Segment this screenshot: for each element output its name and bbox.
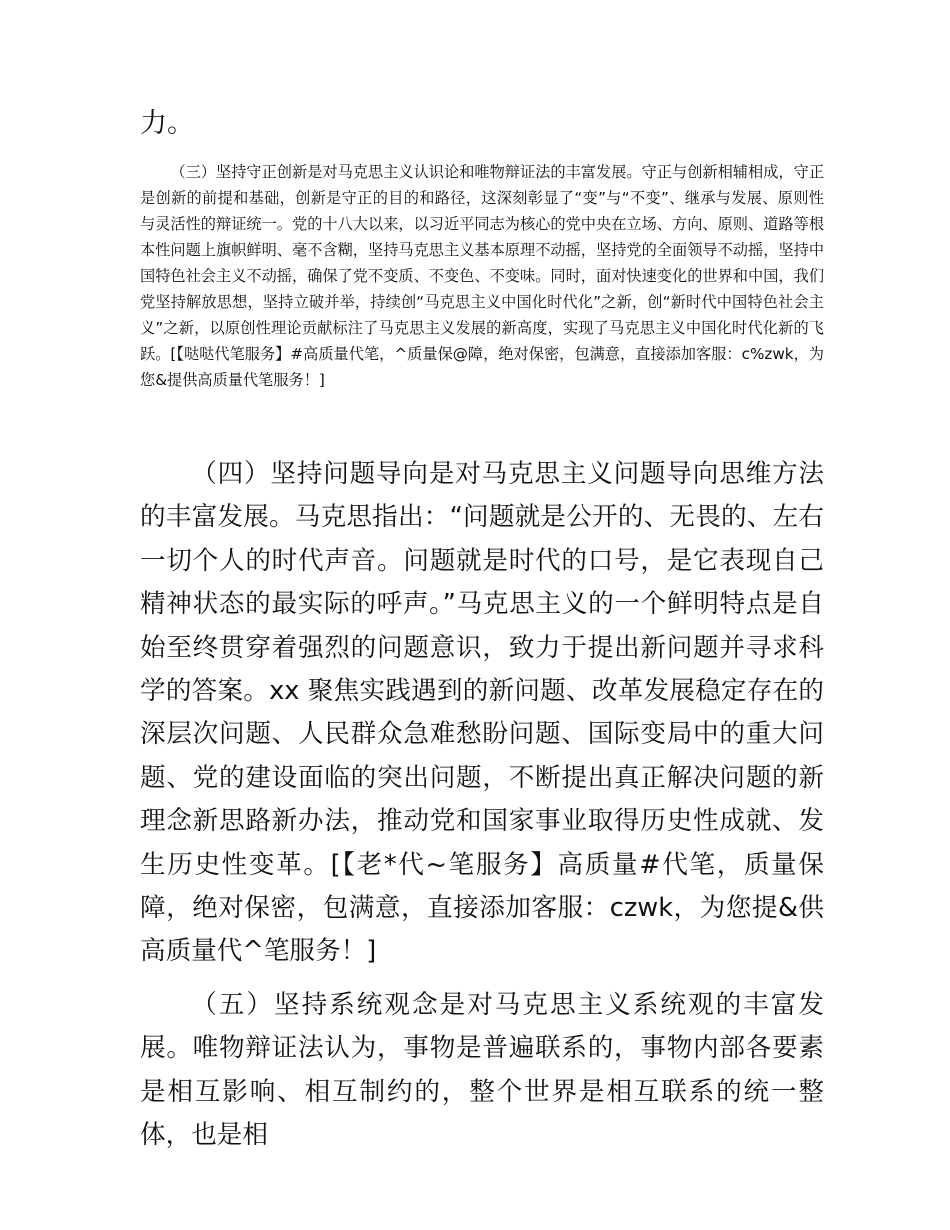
paragraph-fragment: 力。 [140,108,194,139]
paragraph-five: （五）坚持系统观念是对马克思主义系统观的丰富发展。唯物辩证法认为，事物是普遍联系的，事物内部各要素是相互影响、相互制约的，整个世界是相互联系的统一整体，也是相 [140,990,824,1151]
paragraph-three: （三）坚持守正创新是对马克思主义认识论和唯物辩证法的丰富发展。守正与创新相辅相成，守正是创新的前提和基础，创新是守正的目的和路径，这深刻彰显了“变”与“不变”、继承与发展、原则性与灵活性的辩证统一。党的十八大以来，以习近平同志为核心的党中央在立场、方向、原则、道路等根本性问题上旗帜鲜明、毫不含糊，坚持马克思主义基本原理不动摇，坚持党的全面领导不动摇，坚持中国特色社会主义不动摇，确保了党不变质、不变色、不变味。同时，面对快速变化的世界和中国，我们党坚持解放思想，坚持立破并举，持续创“马克思主义中国化时代化”之新，创“新时代中国特色社会主义”之新，以原创性理论贡献标注了马克思主义发展的新高度，实现了马克思主义中国化时代化新的飞跃。[【哒哒代笔服务】#高质量代笔，^质量保@障，绝对保密，包满意，直接添加客服：c%zwk，为您&提供高质量代笔服务！] [140,163,824,389]
paragraph-four: （四）坚持问题导向是对马克思主义问题导向思维方法的丰富发展。马克思指出：“问题就是公开的、无畏的、左右一切个人的时代声音。问题就是时代的口号，是它表现自己精神状态的最实际的呼声。”马克思主义的一个鲜明特点是自始至终贯穿着强烈的问题意识，致力于提出新问题并寻求科学的答案。xx 聚焦实践遇到的新问题、改革发展稳定存在的深层次问题、人民群众急难愁盼问题、国际变局中的重大问题、党的建设面临的突出问题，不断提出真正解决问题的新理念新思路新办法，推动党和国家事业取得历史性成就、发生历史性变革。[【老*代~笔服务】高质量#代笔，质量保障，绝对保密，包满意，直接添加客服：czwk，为您提&供高质量代^笔服务！] [140,459,824,967]
